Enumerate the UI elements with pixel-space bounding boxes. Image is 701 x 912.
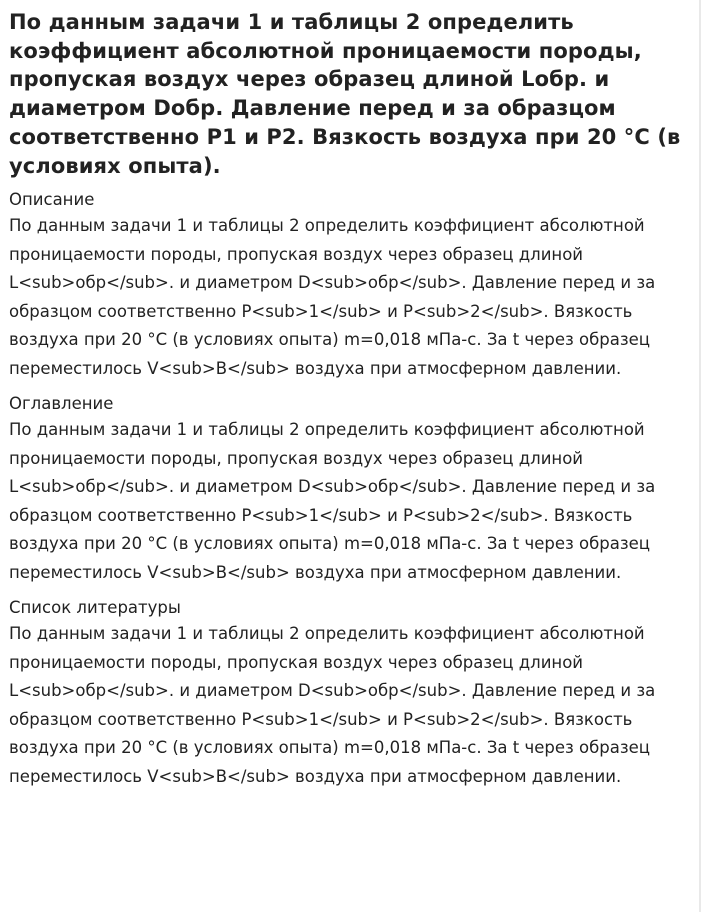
section-text-references: По данным задачи 1 и таблицы 2 определить коэффициент абсолютной проницаемости породы, пропуская воздух через образец длиной L<sub>обр</sub>. и диаметром D<sub>обр</sub>. Давление перед и за образцом соответственно P<sub>1</sub> и P<sub>2</sub>. Вязкость воздуха при 20 °С (в условиях опыта) m=0,018 мПа-с. За t через образец переместилось V<sub>В</sub> воздуха при атмосферном давлении.	[9, 624, 656, 786]
section-heading-contents: Оглавление	[9, 394, 114, 414]
page-title: По данным задачи 1 и таблицы 2 определить коэффициент абсолютной проницаемости породы, пропуская воздух через образец длиной Lобр. и диаметром Dобр. Давление перед и за образцом соответственно P1 и P2. Вязкость воздуха при 20 °С (в условиях опыта).	[9, 10, 681, 178]
section-heading-description: Описание	[9, 190, 95, 210]
contents-section	[9, 392, 689, 587]
section-heading-references: Список литературы	[9, 598, 181, 618]
section-text-contents: По данным задачи 1 и таблицы 2 определить коэффициент абсолютной проницаемости породы, пропуская воздух через образец длиной L<sub>обр</sub>. и диаметром D<sub>обр</sub>. Давление перед и за образцом соответственно P<sub>1</sub> и P<sub>2</sub>. Вязкость воздуха при 20 °С (в условиях опыта) m=0,018 мПа-с. За t через образец переместилось V<sub>В</sub> воздуха при атмосферном давлении.	[9, 420, 656, 582]
references-section	[9, 596, 689, 791]
section-text-description: По данным задачи 1 и таблицы 2 определить коэффициент абсолютной проницаемости породы, пропуская воздух через образец длиной L<sub>обр</sub>. и диаметром D<sub>обр</sub>. Давление перед и за образцом соответственно P<sub>1</sub> и P<sub>2</sub>. Вязкость воздуха при 20 °С (в условиях опыта) m=0,018 мПа-с. За t через образец переместилось V<sub>В</sub> воздуха при атмосферном давлении.	[9, 216, 656, 378]
description-section	[9, 188, 689, 383]
